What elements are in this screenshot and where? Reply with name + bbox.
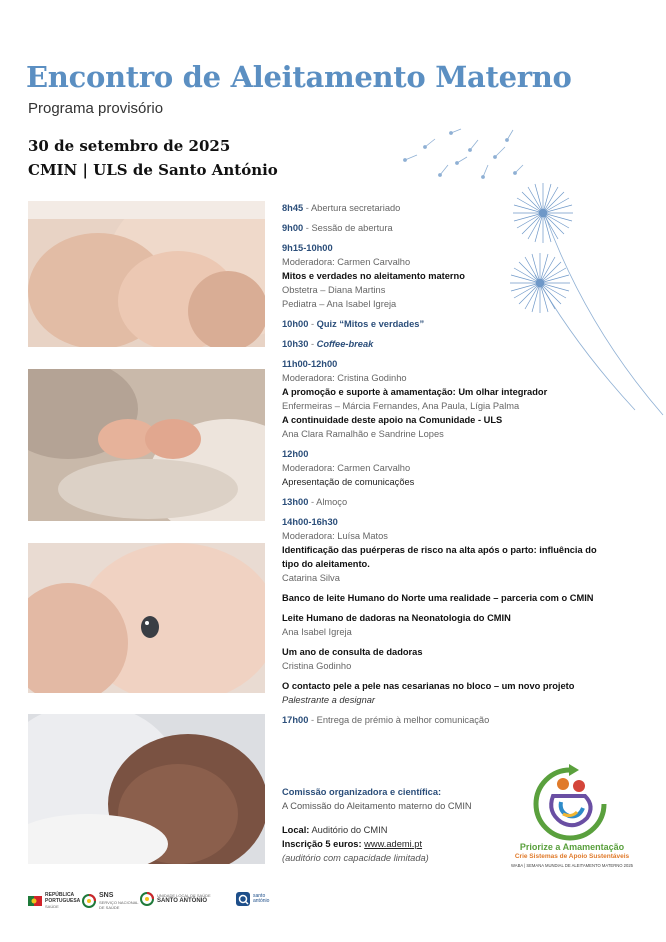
slot-moderator: Moderadora: Luísa Matos bbox=[282, 531, 388, 541]
photo-breastfeeding bbox=[28, 201, 265, 347]
page-title: Encontro de Aleitamento Materno bbox=[26, 60, 572, 94]
slot-speaker: Obstetra – Diana Martins bbox=[282, 285, 386, 295]
slot-speaker: Enfermeiras – Márcia Fernandes, Ana Paula, Lígia Palma bbox=[282, 401, 520, 411]
sns-text-1: SNS bbox=[99, 892, 114, 899]
registration-link[interactable]: www.ademi.pt bbox=[364, 839, 423, 849]
slot-text: Almoço bbox=[316, 497, 348, 507]
uls-icon bbox=[140, 892, 154, 906]
slot-speaker: Palestrante a designar bbox=[282, 695, 376, 705]
slot-moderator: Moderadora: Cristina Godinho bbox=[282, 373, 407, 383]
republica-logo bbox=[28, 892, 80, 909]
slot-topic: A promoção e suporte à amamentação: Um olhar integrador bbox=[282, 387, 548, 397]
republica-text-1: REPÚBLICA bbox=[45, 892, 75, 898]
event-date: 30 de setembro de 2025 bbox=[28, 137, 231, 155]
slot-time: 14h00-16h30 bbox=[282, 517, 338, 527]
schedule-item bbox=[282, 317, 602, 331]
photo-baby-eye bbox=[28, 543, 265, 693]
slot-separator: - bbox=[308, 715, 317, 725]
slot-text: Abertura secretariado bbox=[310, 203, 401, 213]
committee-heading: Comissão organizadora e científica: bbox=[282, 787, 442, 797]
slot-separator: - bbox=[308, 319, 317, 329]
slot-speaker: Ana Isabel Igreja bbox=[282, 627, 352, 637]
slot-time: 9h00 bbox=[282, 223, 304, 233]
event-venue: CMIN | ULS de Santo António bbox=[28, 161, 278, 179]
schedule-item bbox=[282, 241, 602, 311]
slot-time: 12h00 bbox=[282, 449, 309, 459]
schedule-item bbox=[282, 357, 602, 441]
sa-text-2: antónio bbox=[253, 898, 270, 904]
photo-baby-feet bbox=[28, 369, 265, 521]
slot-topic: Apresentação de comunicações bbox=[282, 477, 415, 487]
slot-time: 8h45 bbox=[282, 203, 304, 213]
slot-time: 9h15-10h00 bbox=[282, 243, 333, 253]
slot-time: 10h00 bbox=[282, 319, 309, 329]
footer-logos bbox=[28, 892, 328, 916]
uls-text-1: UNIDADE LOCAL DE SAÚDE bbox=[157, 893, 211, 898]
slot-separator: - bbox=[308, 339, 317, 349]
slot-topic: Identificação das puérperas de risco na alta após o parto: influência do tipo do aleitamento. bbox=[282, 545, 597, 569]
slot-speaker: Ana Clara Ramalhão e Sandrine Lopes bbox=[282, 429, 444, 439]
event-info bbox=[282, 823, 502, 865]
page-subtitle: Programa provisório bbox=[28, 100, 164, 117]
slot-topic: A continuidade deste apoio na Comunidade - ULS bbox=[282, 415, 503, 425]
campaign-title: Priorize a Amamentação bbox=[519, 842, 625, 852]
campaign-subtitle: Crie Sistemas de Apoio Sustentáveis bbox=[514, 853, 630, 860]
slot-separator: - bbox=[303, 203, 311, 213]
registration-line bbox=[282, 837, 502, 851]
slot-speaker: Cristina Godinho bbox=[282, 661, 352, 671]
schedule-item bbox=[282, 201, 602, 215]
sa-text-1: santo bbox=[253, 893, 266, 899]
committee-text: A Comissão do Aleitamento materno do CMIN bbox=[282, 801, 472, 811]
slot-topic: O contacto pele a pele nas cesarianas no bloco – um novo projeto bbox=[282, 681, 575, 691]
schedule-item bbox=[282, 447, 602, 489]
registration-label: Inscrição 5 euros: bbox=[282, 839, 362, 849]
slot-moderator: Moderadora: Carmen Carvalho bbox=[282, 257, 411, 267]
slot-topic: Um ano de consulta de dadoras bbox=[282, 647, 423, 657]
schedule-item bbox=[282, 495, 602, 509]
schedule-item bbox=[282, 515, 602, 707]
schedule-item bbox=[282, 337, 602, 351]
local-label: Local: bbox=[282, 825, 310, 835]
sa-icon bbox=[236, 892, 250, 906]
slot-text: Coffee-break bbox=[316, 339, 374, 349]
campaign-caption: WABA | SEMANA MUNDIAL DE ALEITAMENTO MATERNO 2025 bbox=[510, 863, 633, 868]
sns-text-2: SERVIÇO NACIONAL bbox=[99, 900, 139, 905]
slot-time: 17h00 bbox=[282, 715, 309, 725]
slot-separator: - bbox=[303, 223, 312, 233]
capacity-note: (auditório com capacidade limitada) bbox=[282, 853, 429, 863]
sns-logo bbox=[82, 892, 139, 910]
slot-time: 13h00 bbox=[282, 497, 309, 507]
slot-separator: - bbox=[308, 497, 317, 507]
schedule-item bbox=[282, 221, 602, 235]
slot-time: 11h00-12h00 bbox=[282, 359, 338, 369]
uls-text-2: SANTO ANTÓNIO bbox=[157, 898, 208, 904]
sns-icon bbox=[82, 894, 96, 908]
republica-text-2: PORTUGUESA bbox=[45, 898, 81, 904]
slot-moderator: Moderadora: Carmen Carvalho bbox=[282, 463, 411, 473]
republica-text-3: SAÚDE bbox=[45, 904, 59, 909]
slot-text: Sessão de abertura bbox=[311, 223, 393, 233]
slot-topic: Leite Humano de dadoras na Neonatologia do CMIN bbox=[282, 613, 511, 623]
local-value: Auditório do CMIN bbox=[309, 825, 388, 835]
santo-antonio-logo bbox=[236, 892, 269, 906]
uls-logo bbox=[140, 892, 211, 906]
program-schedule bbox=[282, 201, 602, 733]
local-line bbox=[282, 823, 502, 837]
sns-text-3: DE SAÚDE bbox=[99, 905, 120, 910]
slot-text: Quiz “Mitos e verdades” bbox=[316, 319, 425, 329]
photo-sleeping-baby bbox=[28, 714, 265, 864]
slot-time: 10h30 bbox=[282, 339, 309, 349]
slot-topic: Banco de leite Humano do Norte uma realidade – parceria com o CMIN bbox=[282, 593, 594, 603]
slot-speaker: Catarina Silva bbox=[282, 573, 340, 583]
slot-topic: Mitos e verdades no aleitamento materno bbox=[282, 271, 465, 281]
slot-speaker: Pediatra – Ana Isabel Igreja bbox=[282, 299, 397, 309]
committee-section bbox=[282, 785, 502, 813]
slot-text: Entrega de prémio à melhor comunicação bbox=[316, 715, 490, 725]
flag-icon bbox=[28, 894, 42, 908]
schedule-item bbox=[282, 713, 602, 727]
